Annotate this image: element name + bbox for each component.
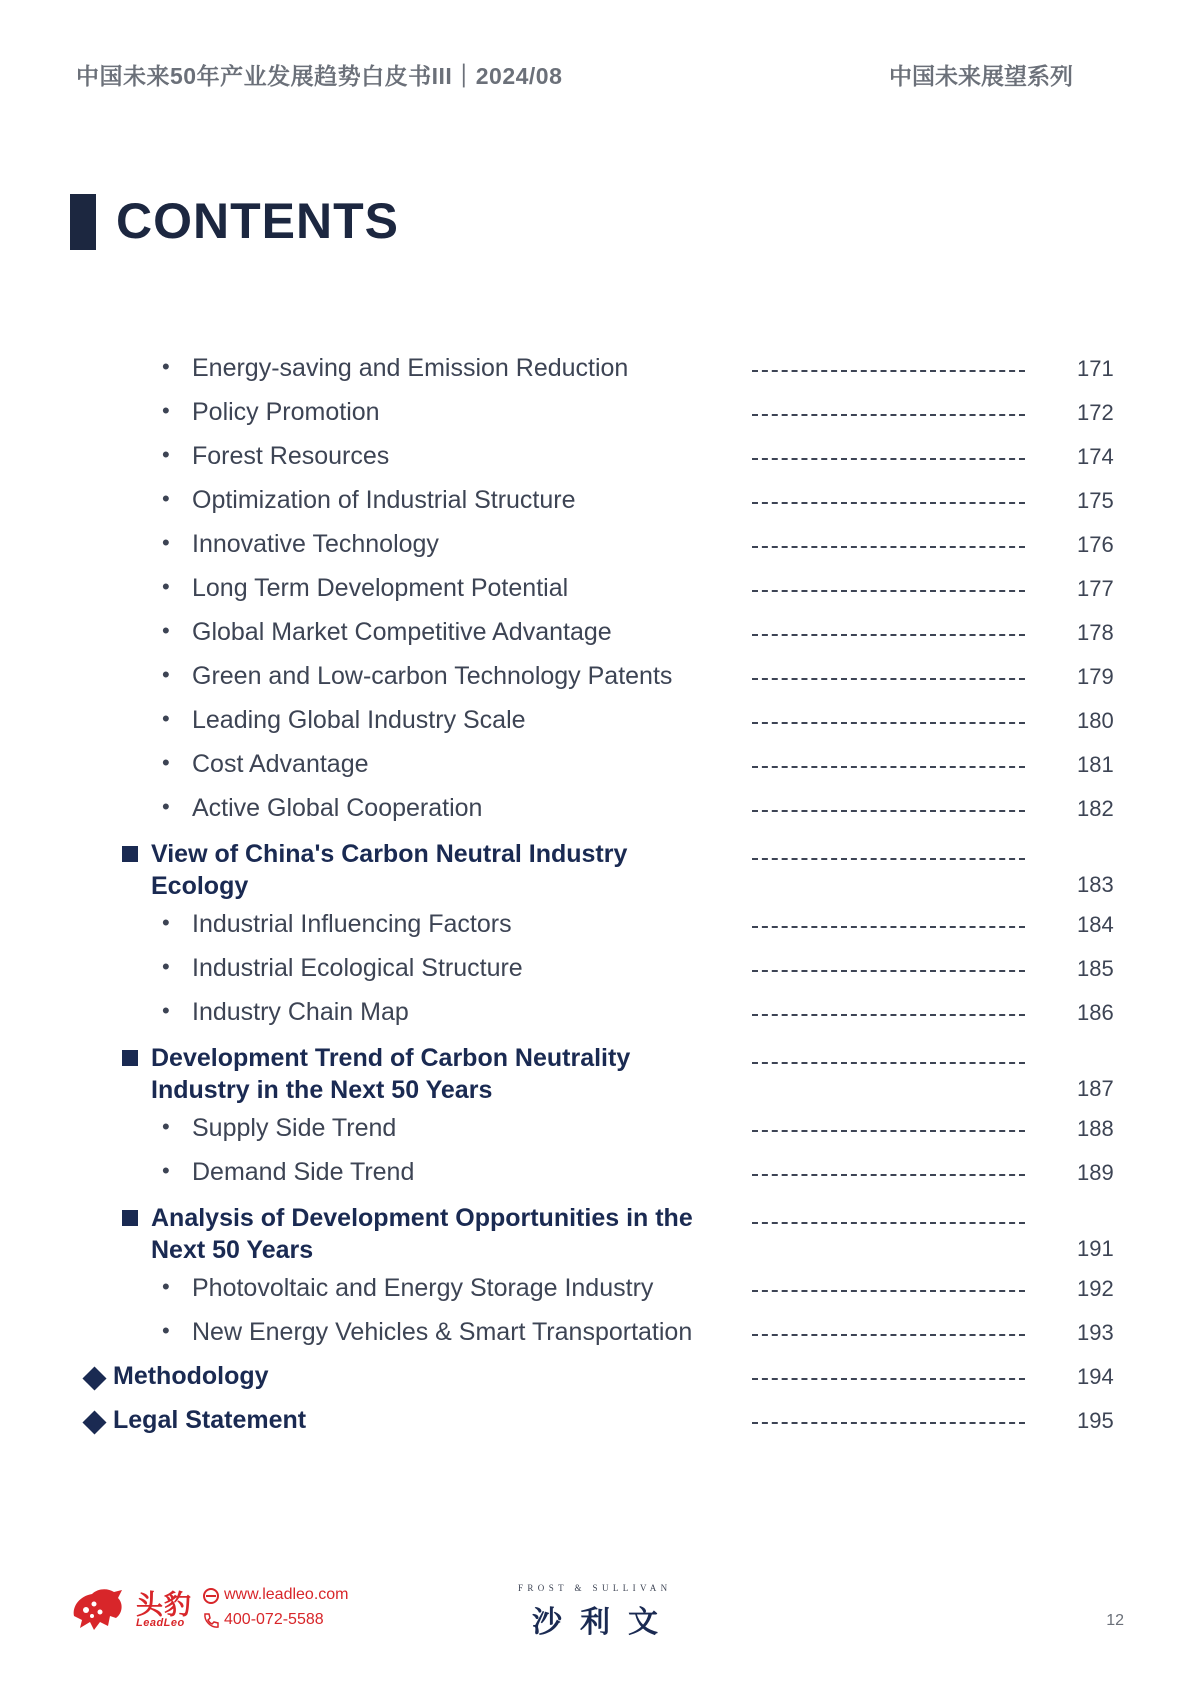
contents-title: CONTENTS: [116, 193, 399, 249]
brand-name-cn: 头豹: [136, 1590, 192, 1620]
dotted-leader: [752, 810, 1025, 812]
toc-entry-title: [192, 486, 576, 515]
dotted-leader: [752, 634, 1025, 636]
bullet-dot-icon: •: [162, 398, 170, 423]
dotted-leader: [752, 1334, 1025, 1336]
toc-entry-title: [192, 910, 512, 939]
phone-number: 400-072-5588: [224, 1611, 324, 1628]
diamond-bullet-icon: [82, 1366, 106, 1390]
series-name: 中国未来展望系列: [889, 63, 1073, 89]
toc-entry-title-line: Active Global Cooperation: [192, 794, 483, 822]
toc-entry-title-line: View of China's Carbon Neutral Industry: [151, 840, 628, 868]
toc-entry-title: [192, 750, 369, 779]
dotted-leader: [752, 414, 1025, 416]
toc-page-number: 194: [1077, 1364, 1114, 1389]
toc-entry-title-line: Energy-saving and Emission Reduction: [192, 354, 629, 382]
toc-page-number: 183: [1077, 872, 1114, 897]
report-title: 中国未来50年产业发展趋势白皮书III｜2024/08: [76, 63, 563, 89]
bullet-dot-icon: •: [162, 1114, 170, 1139]
dotted-leader: [752, 590, 1025, 592]
square-bullet-icon: [122, 846, 138, 862]
toc-entry-title-line: Forest Resources: [192, 442, 390, 470]
toc-entry-title: [151, 1042, 630, 1106]
toc-page-number: 171: [1077, 356, 1114, 381]
toc-entry-title-line: Global Market Competitive Advantage: [192, 618, 612, 646]
website-link[interactable]: www.leadleo.com: [224, 1586, 349, 1603]
toc-entry-title: [113, 1406, 306, 1435]
toc-entry-title-line: Cost Advantage: [192, 750, 369, 778]
dotted-leader: [752, 546, 1025, 548]
toc-entry-title-line: Ecology: [151, 872, 249, 900]
dotted-leader: [752, 1222, 1025, 1224]
toc-page-number: 193: [1077, 1320, 1114, 1345]
toc-entry-title: [192, 1114, 396, 1143]
toc-entry-title-line: Green and Low-carbon Technology Patents: [192, 662, 673, 690]
bullet-dot-icon: •: [162, 794, 170, 819]
toc-page-number: 184: [1077, 912, 1114, 937]
bullet-dot-icon: •: [162, 1318, 170, 1343]
dotted-leader: [752, 502, 1025, 504]
toc-entry-title: [192, 1274, 653, 1303]
brand-name-en: LeadLeo: [136, 1617, 185, 1629]
toc-entry-title-line: New Energy Vehicles & Smart Transportation: [192, 1318, 693, 1346]
partner-name-en: FROST & SULLIVAN: [518, 1583, 672, 1593]
toc-entry-title: [192, 442, 389, 471]
bullet-dot-icon: •: [162, 486, 170, 511]
toc-entry-title-line: Legal Statement: [113, 1406, 307, 1434]
toc-entry-title: [192, 530, 439, 559]
phone-icon: [202, 1612, 220, 1630]
dotted-leader: [752, 858, 1025, 860]
toc-entry-title: [192, 706, 526, 735]
toc-entry-title-line: Demand Side Trend: [192, 1158, 415, 1186]
toc-entry-title: [192, 618, 612, 647]
bullet-dot-icon: •: [162, 530, 170, 555]
toc-entry-title-line: Photovoltaic and Energy Storage Industry: [192, 1274, 654, 1302]
diamond-bullet-icon: [82, 1410, 106, 1434]
bullet-dot-icon: •: [162, 574, 170, 599]
toc-page-number: 177: [1077, 576, 1114, 601]
dotted-leader: [752, 370, 1025, 372]
toc-entry-title-line: Leading Global Industry Scale: [192, 706, 526, 734]
bullet-dot-icon: •: [162, 750, 170, 775]
dotted-leader: [752, 1130, 1025, 1132]
dotted-leader: [752, 1174, 1025, 1176]
bullet-dot-icon: •: [162, 662, 170, 687]
toc-entry-title: [113, 1362, 269, 1391]
dotted-leader: [752, 766, 1025, 768]
toc-page-number: 186: [1077, 1000, 1114, 1025]
toc-entry-title-line: Next 50 Years: [151, 1236, 314, 1264]
toc-entry-title-line: Long Term Development Potential: [192, 574, 569, 602]
toc-entry-title: [192, 662, 672, 691]
toc-page-number: 192: [1077, 1276, 1114, 1301]
toc-entry-title-line: Methodology: [113, 1362, 269, 1390]
dotted-leader: [752, 1422, 1025, 1424]
dotted-leader: [752, 1062, 1025, 1064]
toc-entry-title-line: Development Trend of Carbon Neutrality: [151, 1044, 631, 1072]
toc-entry-title-line: Industry in the Next 50 Years: [151, 1076, 493, 1104]
toc-entry-title: [192, 354, 628, 383]
toc-entry-title: [192, 998, 409, 1027]
bullet-dot-icon: •: [162, 998, 170, 1023]
toc-page-number: 179: [1077, 664, 1114, 689]
toc-page-number: 176: [1077, 532, 1114, 557]
bullet-dot-icon: •: [162, 354, 170, 379]
square-bullet-icon: [122, 1050, 138, 1066]
toc-entry-title-line: Optimization of Industrial Structure: [192, 486, 576, 514]
toc-page-number: 191: [1077, 1236, 1114, 1261]
web-icon: [202, 1587, 220, 1605]
bullet-dot-icon: •: [162, 706, 170, 731]
toc-page-number: 180: [1077, 708, 1114, 733]
dotted-leader: [752, 970, 1025, 972]
bullet-dot-icon: •: [162, 1274, 170, 1299]
toc-page-number: 189: [1077, 1160, 1114, 1185]
dotted-leader: [752, 678, 1025, 680]
toc-page-number: 172: [1077, 400, 1114, 425]
bullet-dot-icon: •: [162, 442, 170, 467]
toc-entry-title: [192, 954, 523, 983]
bullet-dot-icon: •: [162, 618, 170, 643]
toc-page-number: 174: [1077, 444, 1114, 469]
page-number: 12: [1106, 1612, 1124, 1629]
toc-entry-title-line: Industrial Ecological Structure: [192, 954, 523, 982]
dotted-leader: [752, 1378, 1025, 1380]
toc-entry-title: [151, 838, 627, 902]
contents-accent-bar: [70, 194, 96, 250]
toc-page-number: 188: [1077, 1116, 1114, 1141]
dotted-leader: [752, 1290, 1025, 1292]
toc-page-number: 185: [1077, 956, 1114, 981]
toc-entry-title: [192, 794, 482, 823]
toc-page-number: 187: [1077, 1076, 1114, 1101]
toc-entry-title-line: Industry Chain Map: [192, 998, 409, 1026]
toc-entry-title-line: Industrial Influencing Factors: [192, 910, 512, 938]
leopard-logo-icon: [70, 1586, 124, 1632]
toc-entry-title: [192, 574, 568, 603]
toc-page-number: 178: [1077, 620, 1114, 645]
bullet-dot-icon: •: [162, 1158, 170, 1183]
toc-entry-title-line: Innovative Technology: [192, 530, 439, 558]
toc-page-number: 181: [1077, 752, 1114, 777]
toc-entry-title-line: Policy Promotion: [192, 398, 380, 426]
bullet-dot-icon: •: [162, 910, 170, 935]
toc-page-number: 195: [1077, 1408, 1114, 1433]
toc-entry-title: [192, 398, 380, 427]
toc-page-number: 175: [1077, 488, 1114, 513]
toc-entry-title: [192, 1158, 414, 1187]
partner-name-cn: 沙利文: [532, 1606, 676, 1639]
toc-entry-title-line: Analysis of Development Opportunities in the: [151, 1204, 693, 1232]
dotted-leader: [752, 1014, 1025, 1016]
dotted-leader: [752, 722, 1025, 724]
toc-page-number: 182: [1077, 796, 1114, 821]
toc-entry-title-line: Supply Side Trend: [192, 1114, 397, 1142]
toc-entry-title: [151, 1202, 693, 1266]
dotted-leader: [752, 926, 1025, 928]
square-bullet-icon: [122, 1210, 138, 1226]
bullet-dot-icon: •: [162, 954, 170, 979]
dotted-leader: [752, 458, 1025, 460]
toc-entry-title: [192, 1318, 692, 1347]
